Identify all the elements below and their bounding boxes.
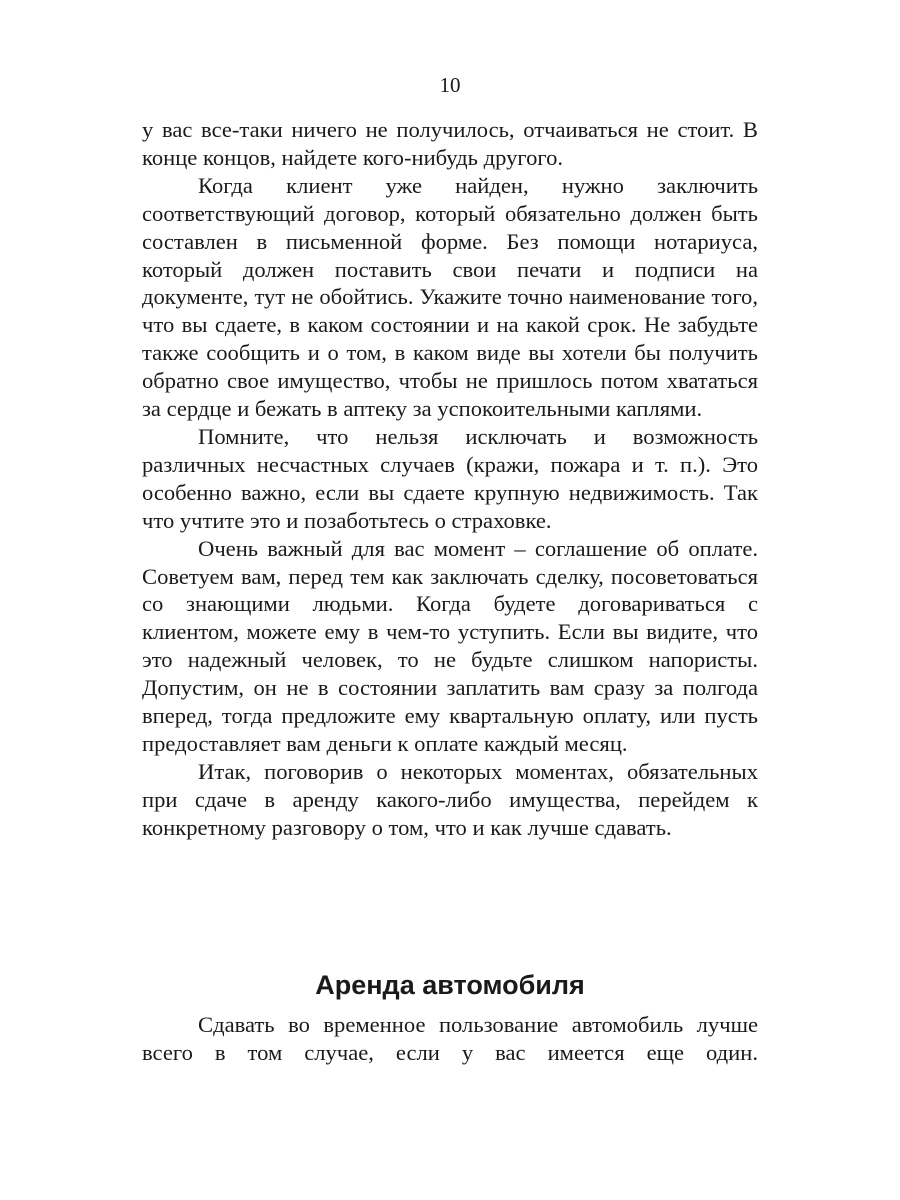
paragraph-car-rental: Сдавать во временное пользование автомобиль лучше всего в том случае, если у вас имеется еще один. [142,1012,758,1065]
paragraph-continuation: у вас все-таки ничего не получилось, отчаиваться не стоит. В конце концов, найдете кого-нибудь другого. [142,117,758,170]
page-number: 10 [439,73,461,97]
section-body [142,1011,758,1067]
body-text [142,116,758,842]
paragraph-transition: Итак, поговорив о некоторых моментах, обязательных при сдаче в аренду какого-либо имущества, перейдем к конкретному разговору о том, что и как лучше сдавать. [142,758,758,840]
paragraph-contract: Когда клиент уже найден, нужно заключить соответствующий договор, который обязательно должен быть составлен в письменной форме. Без помощи нотариуса, который должен поставить свои печати и подписи на документе, тут не обойтись. Укажите точно наименование того, что вы сдаете, в каком состоянии и на какой срок. Не забудьте также сообщить и о том, в каком виде вы хотели бы получить обратно свое имущество, чтобы не пришлось потом хвататься за сердце и бежать в аптеку за успокоительными каплями. [142,172,758,422]
paragraph-payment: Очень важный для вас момент – соглашение об оплате. Советуем вам, перед тем как заключать сделку, посоветоваться со знающими людьми. Когда будете договариваться с клиентом, можете ему в чем-то уступить. Если вы видите, что это надежный человек, то не будьте слишком напористы. Допустим, он не в состоянии заплатить вам сразу за полгода вперед, тогда предложите ему квартальную оплату, или пусть предоставляет вам деньги к оплате каждый месяц. [142,535,758,756]
paragraph-insurance: Помните, что нельзя исключать и возможность различных несчастных случаев (кражи, пожара и т. п.). Это особенно важно, если вы сдаете крупную недвижимость. Так что учтите это и позаботьтесь о страховке. [142,423,758,533]
section-heading: Аренда автомобиля [315,970,585,1001]
